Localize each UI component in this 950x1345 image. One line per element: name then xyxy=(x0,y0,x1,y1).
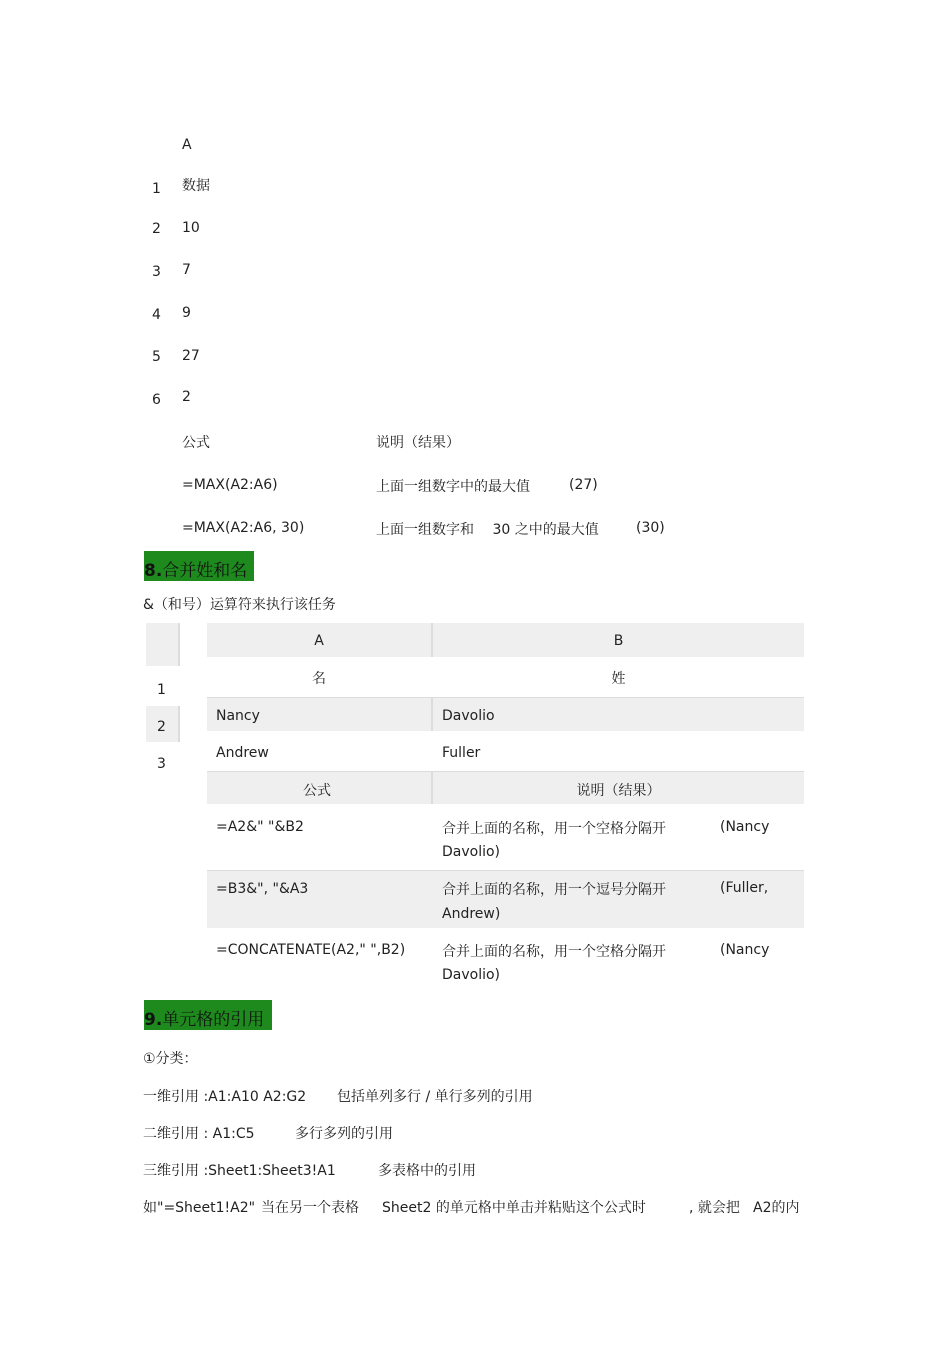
reference-type-1: 一维引用 :A1:A10 A2:G2 xyxy=(143,1089,307,1105)
reference-desc-3: 多表格中的引用 xyxy=(378,1163,476,1179)
formula-header: 公式 xyxy=(303,783,331,799)
section-8-intro: &（和号）运算符来执行该任务 xyxy=(143,597,336,613)
description-cell: 上面一组数字和 30 之中的最大值 xyxy=(376,522,599,538)
formula-cell: =CONCATENATE(A2," ",B2) xyxy=(216,942,406,958)
reference-type-3: 三维引用 :Sheet1:Sheet3!A1 xyxy=(143,1163,336,1179)
row-number: 6 xyxy=(152,392,161,408)
formula-cell: =B3&", "&A3 xyxy=(216,881,309,897)
description-cell: 上面一组数字中的最大值 xyxy=(376,479,530,495)
example-text-4: , 就会把 xyxy=(689,1200,740,1216)
row-number: 4 xyxy=(152,307,161,323)
result-cell-continued: Davolio) xyxy=(442,844,501,860)
section-title: 单元格的引用 xyxy=(162,1010,265,1030)
last-name-header: 姓 xyxy=(611,671,626,687)
first-name-cell: Nancy xyxy=(216,708,260,724)
row-number: 3 xyxy=(157,756,166,772)
column-header-a: A xyxy=(182,137,192,153)
row-number: 3 xyxy=(152,264,161,280)
row-number: 1 xyxy=(152,181,161,197)
section-number: 8. xyxy=(144,561,163,581)
section-9-heading xyxy=(144,1000,272,1030)
last-name-cell: Davolio xyxy=(442,708,495,724)
formula-cell: =A2&" "&B2 xyxy=(216,819,304,835)
result-cell: (30) xyxy=(636,520,665,536)
data-cell: 7 xyxy=(182,262,191,278)
column-header-b: B xyxy=(613,633,624,649)
first-name-header: 名 xyxy=(312,671,326,687)
description-header: 说明（结果） xyxy=(576,783,661,799)
divider xyxy=(207,870,804,871)
row-header-corner xyxy=(146,623,180,666)
example-text-2: 当在另一个表格 xyxy=(261,1200,359,1216)
classification-label: ①分类： xyxy=(143,1051,198,1067)
example-text-1: 如"=Sheet1!A2" xyxy=(143,1200,256,1216)
name-row-shade xyxy=(207,697,804,731)
result-cell: (Nancy xyxy=(720,942,770,958)
description-cell: 合并上面的名称，用一个空格分隔开 xyxy=(442,944,666,960)
reference-desc-1: 包括单列多行 / 单行多列的引用 xyxy=(337,1089,533,1105)
result-cell-continued: Andrew) xyxy=(442,906,501,922)
result-cell: (27) xyxy=(569,477,598,493)
data-cell: 27 xyxy=(182,348,200,364)
row-number: 2 xyxy=(157,719,166,735)
row-number: 1 xyxy=(157,682,166,698)
formula-header: 公式 xyxy=(182,435,210,451)
example-text-5: A2的内 xyxy=(753,1200,800,1216)
column-header-a: A xyxy=(314,633,324,649)
divider xyxy=(207,697,804,698)
description-cell: 合并上面的名称，用一个空格分隔开 xyxy=(442,821,666,837)
formula-cell: =MAX(A2:A6, 30) xyxy=(182,520,305,536)
formula-cell: =MAX(A2:A6) xyxy=(182,477,278,493)
result-cell-continued: Davolio) xyxy=(442,967,501,983)
example-text-3: Sheet2 的单元格中单击并粘贴这个公式时 xyxy=(382,1200,646,1216)
description-header: 说明（结果） xyxy=(376,435,460,451)
result-cell: (Fuller, xyxy=(720,880,769,896)
section-number: 9. xyxy=(144,1010,163,1030)
result-cell: (Nancy xyxy=(720,819,770,835)
reference-desc-2: 多行多列的引用 xyxy=(295,1126,393,1142)
description-cell: 合并上面的名称，用一个逗号分隔开 xyxy=(442,882,666,898)
reference-type-2: 二维引用 : A1:C5 xyxy=(143,1126,255,1142)
first-name-cell: Andrew xyxy=(216,745,269,761)
row-number: 5 xyxy=(152,349,161,365)
data-cell: 10 xyxy=(182,220,200,236)
data-cell: 9 xyxy=(182,305,191,321)
last-name-cell: Fuller xyxy=(442,745,481,761)
data-cell: 数据 xyxy=(182,178,210,194)
section-8-heading xyxy=(144,551,254,581)
row-number: 2 xyxy=(152,221,161,237)
column-divider xyxy=(431,697,433,731)
section-title: 合并姓和名 xyxy=(162,561,248,581)
divider xyxy=(207,771,804,772)
data-cell: 2 xyxy=(182,389,191,405)
